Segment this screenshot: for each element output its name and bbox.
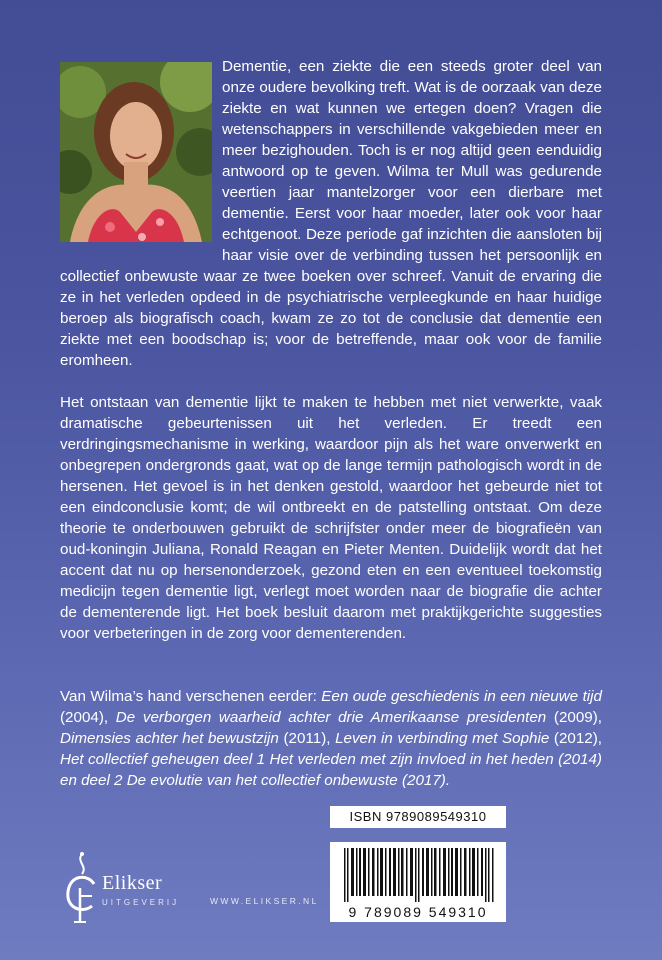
body-paragraph-2: Het ontstaan van dementie lijkt te maken te hebben met niet verwerkte, vaak dramatische gebeurtenissen uit het verleden. Er treedt een verdringingsmechanisme in werking, waardoor pijn als het ware onverwerkt en onbegrepen ondergronds gaat, wat op de lange termijn pathologisch wordt in de hersenen. Het gevoel is in het denken gestold, waardoor het gebeurde niet tot een eindconclusie komt; de wil ontbreekt en de patstelling ontstaat. Om deze theorie te onderbouwen gebruikt de schrijfster onder meer de biografieën van oud-koningin Juliana, Ronald Reagan en Pieter Menten. Duidelijk wordt dat het accent dat nu op hersenonderzoek, gezond eten en een eventueel toekomstig medicijn tegen dementie ligt, verlegt moet worden naar de biografie die achter de dementerende ligt. Het boek besluit daarom met praktijkgerichte suggesties voor verbeteringen in de zorg voor dementerenden. [60,394,602,642]
work-year-2: (2009), [546,709,603,726]
publisher-subtitle: UITGEVERIJ [102,898,180,907]
work-title-1: Een oude geschiedenis in een nieuwe tijd [321,688,602,705]
work-year-3: (2011), [278,730,336,747]
publisher-logo [58,848,208,928]
work-title-3: Dimensies achter het bewustzijn [60,730,279,747]
isbn-label: ISBN 9789089549310 [330,806,506,828]
work-year-4: (2012), [549,730,603,747]
work-title-4: Leven in verbinding met Sophie [335,730,550,747]
intro-paragraph [60,56,602,371]
work-title-2: De verborgen waarheid achter drie Amerikaanse presidenten [115,709,547,726]
barcode-bars [344,848,494,902]
intro-text: Dementie, een ziekte die een steeds groter deel van onze oudere bevolking treft. Wat is de oorzaak van deze ziekte en wat kunnen we ertegen doen? Vragen die wetenschappers in verschillende vakgebieden meer en meer bezighouden. Toch is er nog altijd geen eenduidig antwoord op te geven. Wilma ter Mull was gedurende veertien jaar mantelzorger voor een dierbare met dementie. Eerst voor haar moeder, later ook voor haar echtgenoot. Deze periode gaf inzichten die aansloten bij haar visie over de verbinding tussen het persoonlijk en collectief onbewuste waar ze twee boeken over schreef. Vanuit de ervaring die ze in het verleden opdeed in de psychiatrische verpleegkunde en haar huidige beroep als biografisch coach, kwam ze zo tot de conclusie dat dementie een ziekte met een boodschap is; voor de betreffende, maar ook voor de familie eromheen. [60,58,602,369]
barcode-number: 9 789089 549310 [348,904,488,920]
elikser-logo-icon [58,848,104,928]
publisher-name: Elikser [102,872,163,894]
previous-works-paragraph [60,686,602,791]
publisher-website: WWW.ELIKSER.NL [210,896,319,906]
previous-works-lead: Van Wilma’s hand verschenen eerder: [60,688,322,705]
barcode [330,842,506,922]
photo-spacer [60,56,222,246]
work-title-5: Het collectief geheugen deel 1 Het verleden met zijn invloed in het heden (2014) en deel 2 De evolutie van het collectief onbewuste (2017). [60,751,602,789]
work-year-1: (2004), [60,709,116,726]
